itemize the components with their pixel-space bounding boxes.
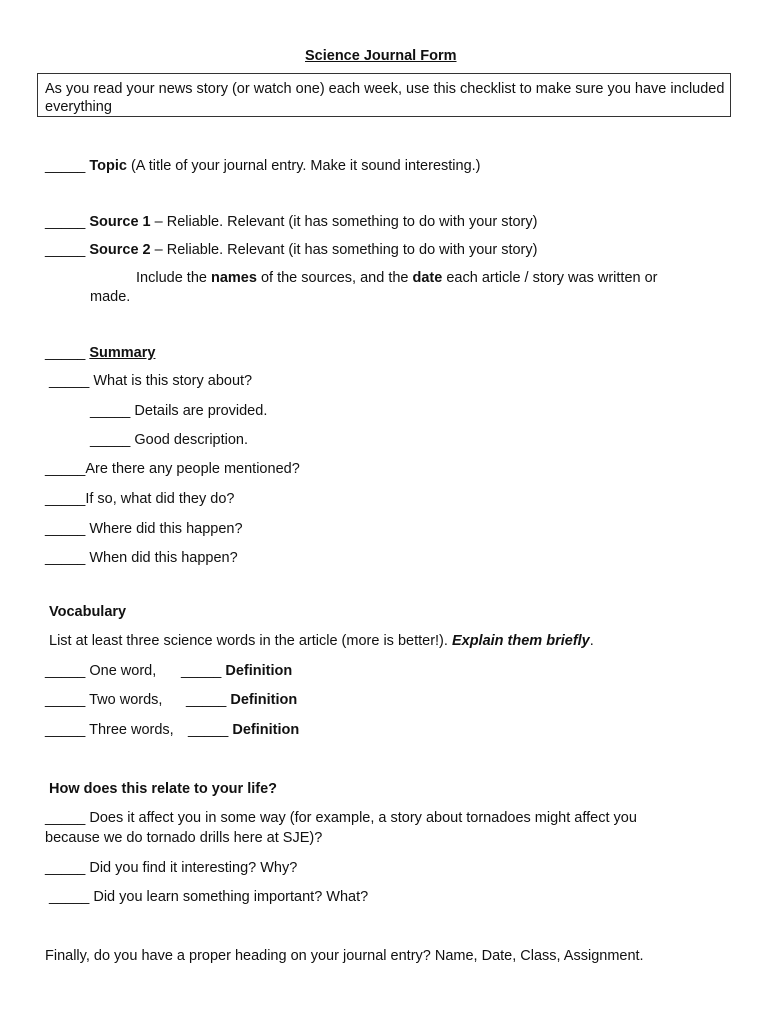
- summary-q1: _____ What is this story about?: [49, 373, 253, 389]
- vocab-three-words: _____ Three words,: [45, 722, 174, 738]
- intro-box: [37, 73, 731, 117]
- vocab-one-definition: _____ Definition: [181, 663, 293, 679]
- checkbox-blank[interactable]: _____: [45, 158, 86, 174]
- date-emphasis: date: [412, 270, 443, 286]
- checkbox-blank[interactable]: _____: [45, 550, 86, 566]
- checkbox-blank[interactable]: _____: [45, 810, 86, 826]
- vocabulary-instruction: List at least three science words in the article (more is better!). Explain them briefly.: [49, 633, 594, 649]
- checkbox-blank[interactable]: _____: [45, 860, 86, 876]
- source1-label: Source 1: [89, 214, 151, 230]
- checkbox-blank[interactable]: _____: [186, 692, 227, 708]
- checkbox-blank[interactable]: _____: [45, 722, 86, 738]
- checkbox-blank[interactable]: _____: [45, 214, 86, 230]
- names-emphasis: names: [210, 270, 257, 286]
- life-affect-line2: because we do tornado drills here at SJE)?: [45, 830, 323, 846]
- checkbox-blank[interactable]: _____: [45, 242, 86, 258]
- checkbox-blank[interactable]: _____: [49, 889, 90, 905]
- vocab-one-word: _____ One word,: [45, 663, 157, 679]
- topic-text: (A title of your journal entry. Make it sound interesting.): [126, 158, 481, 174]
- life-heading: How does this relate to your life?: [49, 781, 278, 797]
- checkbox-blank[interactable]: _____: [45, 345, 86, 361]
- summary-heading-item: [45, 344, 155, 362]
- sources-note-line2: made.: [90, 289, 131, 305]
- explain-emphasis: Explain them briefly: [451, 633, 590, 649]
- checkbox-blank[interactable]: _____: [181, 663, 222, 679]
- checkbox-blank[interactable]: _____: [45, 663, 86, 679]
- page-title: Science Journal Form: [305, 48, 457, 64]
- checkbox-blank[interactable]: _____: [90, 403, 131, 419]
- checkbox-blank[interactable]: _____: [45, 692, 86, 708]
- summary-details: _____ Details are provided.: [90, 403, 268, 419]
- summary-when: _____ When did this happen?: [45, 550, 238, 566]
- summary-where: _____ Where did this happen?: [45, 521, 243, 537]
- vocab-two-words: _____ Two words,: [45, 692, 163, 708]
- summary-heading: Summary: [89, 345, 156, 361]
- finally-note: Finally, do you have a proper heading on your journal entry? Name, Date, Class, Assignment.: [45, 948, 644, 964]
- source2-text: – Reliable. Relevant (it has something to do with your story): [150, 242, 538, 258]
- life-affect-line1: _____ Does it affect you in some way (for example, a story about tornadoes might affect you: [45, 810, 637, 826]
- source1-item: [45, 213, 537, 231]
- checkbox-blank[interactable]: _____: [188, 722, 229, 738]
- source2-item: [45, 241, 537, 259]
- life-interesting: _____ Did you find it interesting? Why?: [45, 860, 298, 876]
- checkbox-blank[interactable]: _____: [45, 461, 86, 477]
- checkbox-blank[interactable]: _____: [45, 521, 86, 537]
- vocabulary-heading: Vocabulary: [49, 604, 127, 620]
- summary-people: _____Are there any people mentioned?: [45, 461, 300, 477]
- topic-label: Topic: [89, 158, 127, 174]
- checkbox-blank[interactable]: _____: [45, 491, 86, 507]
- checkbox-blank[interactable]: _____: [49, 373, 90, 389]
- source2-label: Source 2: [89, 242, 151, 258]
- life-learn: _____ Did you learn something important? What?: [49, 889, 369, 905]
- checkbox-blank[interactable]: _____: [90, 432, 131, 448]
- topic-item: [45, 157, 481, 175]
- vocab-three-definition: _____ Definition: [188, 722, 300, 738]
- summary-did: _____If so, what did they do?: [45, 491, 235, 507]
- source1-text: – Reliable. Relevant (it has something to do with your story): [150, 214, 538, 230]
- sources-note-line1: Include the names of the sources, and the date each article / story was written or: [136, 270, 658, 286]
- intro-text: As you read your news story (or watch one) each week, use this checklist to make sure you have included everything: [45, 81, 725, 115]
- vocab-two-definition: _____ Definition: [186, 692, 298, 708]
- summary-description: _____ Good description.: [90, 432, 249, 448]
